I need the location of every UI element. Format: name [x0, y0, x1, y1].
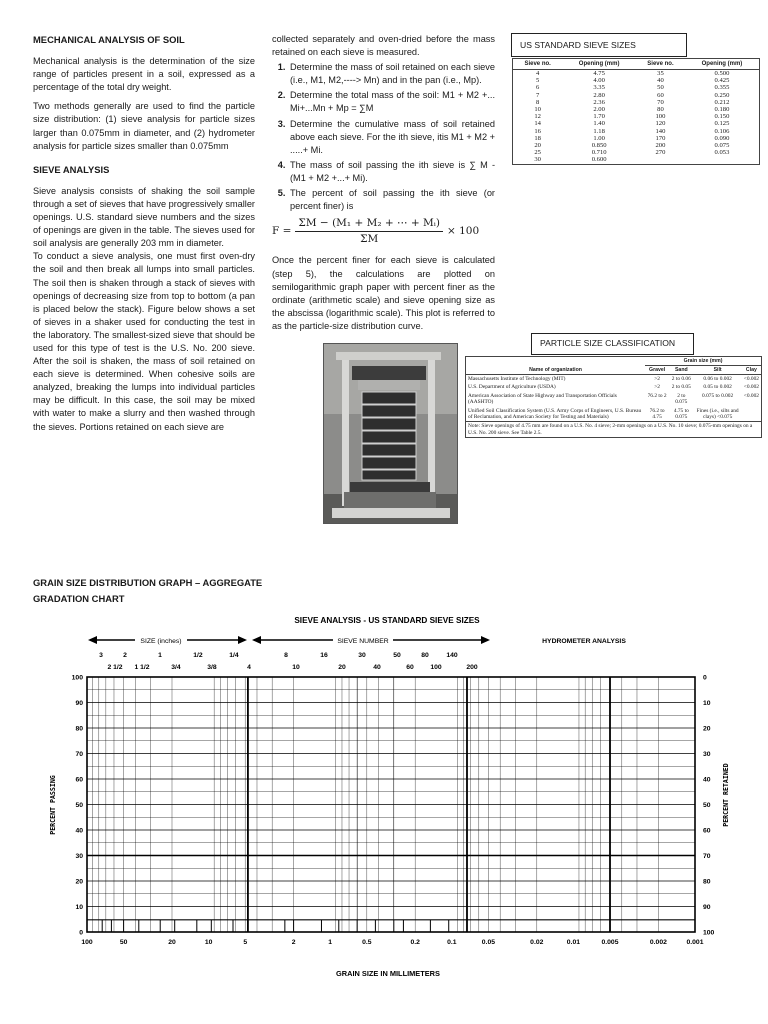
- intro-paragraph-2: Two methods generally are used to find the particle size distribution: (1) sieve analysis for particle sizes larger than 0.075mm in diameter, and (2) hydrometer analysis for particle sizes smaller than 0.075mm: [33, 101, 255, 151]
- y-right-tick-label: 100: [703, 929, 715, 937]
- x-tick-label: 20: [168, 939, 176, 946]
- sieve-table-cell: 2.36: [593, 98, 605, 106]
- inch-label-top: 1: [158, 652, 162, 659]
- class-col-header: Sand: [669, 366, 693, 375]
- class-table-cell: 4.75 to 0.075: [673, 407, 689, 421]
- sieve-table-cell: 40: [657, 77, 664, 85]
- x-tick-label: 5: [243, 939, 248, 946]
- sieve-table-cell: 50: [657, 84, 664, 92]
- class-table-cell: 2 to 0.075: [675, 392, 688, 406]
- y-left-tick-label: 40: [75, 827, 83, 835]
- size-label: SIZE (inches): [140, 638, 182, 645]
- class-table-cell: >2: [654, 376, 660, 382]
- sieve-col-header: Sieve no.: [513, 59, 563, 70]
- sieve-table-cell: 0.150: [714, 113, 730, 121]
- y-right-tick-label: 80: [703, 878, 711, 886]
- y-left-tick-label: 20: [75, 878, 83, 886]
- y-right-tick-label: 10: [703, 700, 711, 707]
- size-arrow-right-head: [238, 636, 247, 644]
- x-tick-label: 1: [328, 939, 333, 946]
- sieve-label-bottom: 60: [406, 664, 414, 671]
- sieve-table-cell: 3.35: [593, 84, 605, 92]
- step-2: 2. Determine the total mass of the soil: M1 + M2 +... Mi+...Mn + Mp = ∑M: [288, 89, 495, 115]
- sieve-label-top: 8: [284, 652, 288, 659]
- sieve-table-cell: 4: [536, 70, 540, 77]
- class-col-header: Clay: [742, 366, 762, 375]
- inch-label-bottom: 2 1/2: [107, 664, 123, 671]
- sieve-table-cell: 1.70: [593, 113, 605, 121]
- sieve-paragraph-2: To conduct a sieve analysis, one must first oven-dry the soil and then break all lumps into small particles. The soil then is shaken through a stack of sieves with openings of decreasing size from top to bottom (a pan is placed below the stack). Figure below shows a set of sieves in a shaker used for conducting the test in the laboratory. The smallest-sized sieve that should be used for this type of test is the U.S. No. 200 sieve. After the soil is shaken, the mass of soil retained on each sieve is determined. When cohesive soils are analyzed, breaking the lumps into individual particles may be difficult. In this case, the soil may be mixed with water to make a slurry and then washed through the sieves. Portions retained on each sieve are: [33, 251, 255, 432]
- intro-paragraph-1: Mechanical analysis is the determination of the size range of particles present in a soil, expressed as a percentage of the total dry weight.: [33, 56, 255, 93]
- y-right-tick-label: 60: [703, 827, 711, 835]
- sieve-table-cell: 2.00: [593, 106, 605, 114]
- sieve-number-label: SIEVE NUMBER: [337, 638, 389, 645]
- step-4: 4. The mass of soil passing the ith sieve is ∑ M - (M1 + M2 +...+ Mi).: [288, 159, 495, 185]
- sieve-table-cell: 8: [536, 98, 540, 106]
- x-tick-label: 0.1: [447, 939, 457, 946]
- class-table-cell: 0.075 to 0.002: [702, 392, 734, 399]
- step-3: 3. Determine the cumulative mass of soil retained above each sieve. For the ith sieve, itis M1 + M2 + .....+ Mi.: [288, 118, 495, 157]
- sieve-label-top: 80: [421, 652, 429, 659]
- sieve-table-cell: 0.600: [591, 156, 607, 164]
- y-left-tick-label: 50: [75, 802, 83, 809]
- classification-table-label: PARTICLE SIZE CLASSIFICATION: [531, 333, 694, 355]
- sieve-table-cell: 18: [534, 134, 541, 142]
- y-axis-left-title: PERCENT PASSING: [49, 775, 57, 835]
- sieve-table-cell: 16: [534, 127, 541, 135]
- inch-label-top: 2: [123, 652, 127, 659]
- sieve-table-cell: 0.180: [714, 106, 730, 114]
- sieve-label-top: 140: [446, 652, 458, 659]
- class-table-cell: 0.06 to 0.002: [703, 376, 732, 382]
- y-left-tick-label: 0: [79, 929, 83, 937]
- y-left-tick-label: 100: [71, 674, 83, 682]
- size-arrow-left-head: [88, 636, 97, 644]
- inch-label-bottom: 1 1/2: [134, 664, 150, 671]
- inch-label-top: 1/4: [229, 652, 239, 659]
- sieve-table-cell: 1.00: [593, 134, 605, 142]
- y-left-tick-label: 30: [75, 853, 83, 860]
- sieve-table-cell: 4.75: [593, 70, 605, 77]
- formula-numerator: ΣM − (M₁ + M₂ + ⋯ + Mᵢ): [295, 217, 443, 232]
- plotting-paragraph: Once the percent finer for each sieve is calculated (step 5), the calculations are plotted on semilogarithmic graph paper with percent finer as the ordinate (arithmetic scale) and sieve opening size as the abscissa (logarithmic scale). This plot is referred to as the particle-size distribution curve.: [272, 255, 495, 331]
- y-left-tick-label: 70: [75, 751, 83, 758]
- sieve-table-cell: 20: [534, 142, 541, 150]
- sieve-table-cell: 14: [534, 120, 541, 128]
- y-right-tick-label: 30: [703, 751, 711, 758]
- sieve-col-header: Opening (mm): [562, 59, 636, 70]
- y-right-tick-label: 20: [703, 725, 711, 733]
- grain-size-group-header: Grain size (mm): [645, 357, 761, 366]
- x-tick-label: 0.5: [362, 939, 372, 946]
- y-left-tick-label: 90: [75, 700, 83, 707]
- class-table-cell: 2 to 0.05: [671, 384, 691, 391]
- sieve-table-cell: 80: [657, 106, 664, 114]
- sieve-label-bottom: 100: [430, 664, 442, 671]
- x-tick-label: 0.001: [686, 939, 704, 946]
- y-axis-right-title: PERCENT RETAINED: [722, 763, 730, 827]
- sieve-table-cell: 6: [536, 84, 540, 92]
- x-tick-label: 10: [204, 939, 213, 946]
- class-table-cell: Unified Soil Classification System (U.S. Army Corps of Engineers, U.S. Bureau of Reclamation, and American Society for Testing and Materials): [468, 407, 642, 421]
- formula-denominator: ΣM: [360, 233, 379, 246]
- sieve-arrow-right-head: [481, 636, 490, 644]
- sieve-label-top: 50: [393, 652, 401, 659]
- sieve-table-cell: 0.075: [714, 142, 730, 150]
- sieve-table-cell: 30: [534, 156, 541, 164]
- sieve-table-cell: 10: [534, 106, 541, 114]
- class-table-cell: American Association of State Highway and Transportation Officials (AASHTO): [468, 392, 617, 406]
- y-left-tick-label: 80: [75, 725, 83, 733]
- sieve-arrow-left-head: [252, 636, 261, 644]
- class-table-cell: 0.05 to 0.002: [703, 384, 732, 391]
- formula-rhs: × 100: [446, 225, 480, 238]
- step-1: 1. Determine the mass of soil retained on each sieve (i.e., M1, M2,----> Mn) and in the pan (i.e., Mp).: [288, 61, 495, 87]
- sieve-table-cell: 0.850: [591, 142, 607, 150]
- y-right-tick-label: 90: [703, 904, 711, 911]
- y-left-tick-label: 10: [75, 904, 83, 911]
- y-right-tick-label: 40: [703, 776, 711, 784]
- class-col-header: Name of organization: [466, 366, 646, 375]
- sieve-col-header: Sieve no.: [636, 59, 685, 70]
- hydrometer-label: HYDROMETER ANALYSIS: [542, 638, 626, 645]
- class-table-cell: <0.002: [743, 384, 759, 391]
- sieve-label-bottom: 10: [292, 664, 300, 671]
- sieve-table-label: US STANDARD SIEVE SIZES: [511, 33, 687, 57]
- sieve-table-cell: 200: [655, 142, 666, 150]
- sieve-table-cell: 140: [655, 127, 666, 135]
- continued-paragraph: collected separately and oven-dried before the mass retained on each sieve is measured.: [272, 34, 495, 58]
- sieve-table-cell: 4.00: [593, 77, 605, 85]
- sieve-table-cell: 0.125: [714, 120, 730, 128]
- class-table-cell: Massachusetts Institute of Technology (MIT): [468, 376, 566, 382]
- sieve-label-top: 30: [358, 652, 366, 659]
- y-right-tick-label: 70: [703, 853, 711, 860]
- sieve-table-cell: 2.80: [593, 91, 605, 99]
- sieve-label-bottom: 200: [466, 664, 478, 671]
- sieve-table-cell: 1.18: [593, 127, 605, 135]
- class-table-note: Note: Sieve openings of 4.75 mm are found on a U.S. No. 4 sieve; 2-mm openings on a U.S. No. 10 sieve; 0.075-mm openings on a U.S. No. 200 sieve. See Table 2.5.: [466, 422, 762, 438]
- x-tick-label: 0.05: [481, 939, 496, 946]
- sieve-table-cell: 0.106: [714, 127, 730, 135]
- sieve-table-cell: 270: [655, 149, 666, 157]
- inch-label-bottom: 4: [247, 664, 251, 671]
- inch-label-bottom: 3/4: [171, 664, 181, 671]
- sieve-label-bottom: 20: [338, 664, 346, 671]
- sieve-table-cell: 120: [655, 120, 666, 128]
- sieve-table-cell: 12: [534, 113, 541, 121]
- formula-lhs: F =: [272, 225, 292, 238]
- x-tick-label: 2: [291, 939, 296, 946]
- class-table-cell: <0.002: [743, 376, 759, 382]
- sieve-table-cell: 0.710: [591, 149, 607, 157]
- y-right-tick-label: 0: [703, 674, 707, 682]
- class-table-cell: 76.2 to 2: [647, 392, 667, 399]
- x-axis-title: GRAIN SIZE IN MILLIMETERS: [336, 969, 440, 978]
- step-5: 5. The percent of soil passing the ith sieve (or percent finer) is: [288, 187, 495, 213]
- sieve-label-bottom: 40: [373, 664, 381, 671]
- inch-label-top: 1/2: [193, 652, 203, 659]
- y-right-tick-label: 50: [703, 802, 711, 809]
- y-left-tick-label: 60: [75, 776, 83, 784]
- sieve-table-cell: 25: [534, 149, 541, 157]
- class-col-header: Silt: [694, 366, 742, 375]
- sieve-table-cell: 0.355: [714, 84, 730, 92]
- sieve-table-cell: 0.250: [714, 91, 730, 99]
- graph-heading: GRAIN SIZE DISTRIBUTION GRAPH – AGGREGATE GRADATION CHART: [33, 577, 263, 604]
- mechanical-analysis-heading: MECHANICAL ANALYSIS OF SOIL: [33, 34, 185, 45]
- sieve-table-cell: 5: [536, 77, 540, 85]
- class-table-cell: 76.2 to 4.75: [649, 407, 665, 421]
- class-table-cell: Fines (i.e., silts and clays) <0.075: [696, 407, 739, 421]
- class-table-cell: <0.002: [743, 392, 759, 399]
- sieve-table-cell: 0.425: [714, 77, 730, 85]
- sieve-table-cell: 70: [657, 98, 664, 106]
- sieve-table-cell: 0.500: [714, 70, 730, 77]
- x-tick-label: 0.02: [530, 939, 544, 946]
- sieve-table-cell: 0.053: [714, 149, 730, 157]
- x-tick-label: 0.005: [601, 939, 619, 946]
- x-tick-label: 0.01: [566, 939, 581, 946]
- sieve-table-cell: 0.212: [714, 98, 730, 106]
- sieve-table-cell: 60: [657, 91, 664, 99]
- class-table-cell: U.S. Department of Agriculture (USDA): [468, 384, 556, 391]
- class-table-cell: >2: [654, 384, 660, 391]
- class-col-header: Gravel: [645, 366, 669, 375]
- x-tick-label: 0.2: [410, 939, 420, 946]
- sieve-paragraph-1: Sieve analysis consists of shaking the soil sample through a set of sieves that have progressively smaller openings. U.S. standard sieve numbers and the sizes of openings are given in the table. The sieves used for soil analysis are generally 203 mm in diameter.: [33, 185, 255, 249]
- sieve-table-cell: 1.40: [593, 120, 605, 128]
- class-table-cell: 2 to 0.06: [671, 376, 691, 382]
- sieve-table-cell: 100: [655, 113, 666, 121]
- inch-label-top: 3: [99, 652, 103, 659]
- x-tick-label: 100: [81, 939, 93, 946]
- sieve-table-cell: 170: [655, 134, 666, 142]
- sieve-table-cell: 0.090: [714, 134, 730, 142]
- inch-label-bottom: 3/8: [207, 664, 217, 671]
- sieve-col-header: Opening (mm): [685, 59, 760, 70]
- sieve-table-cell: 35: [657, 70, 664, 77]
- sieve-analysis-heading: SIEVE ANALYSIS: [33, 163, 110, 175]
- sieve-label-top: 16: [320, 652, 328, 659]
- x-tick-label: 50: [119, 939, 128, 946]
- chart-title: SIEVE ANALYSIS - US STANDARD SIEVE SIZES: [294, 616, 480, 625]
- x-tick-label: 0.002: [649, 939, 667, 946]
- sieve-table-cell: 7: [536, 91, 540, 99]
